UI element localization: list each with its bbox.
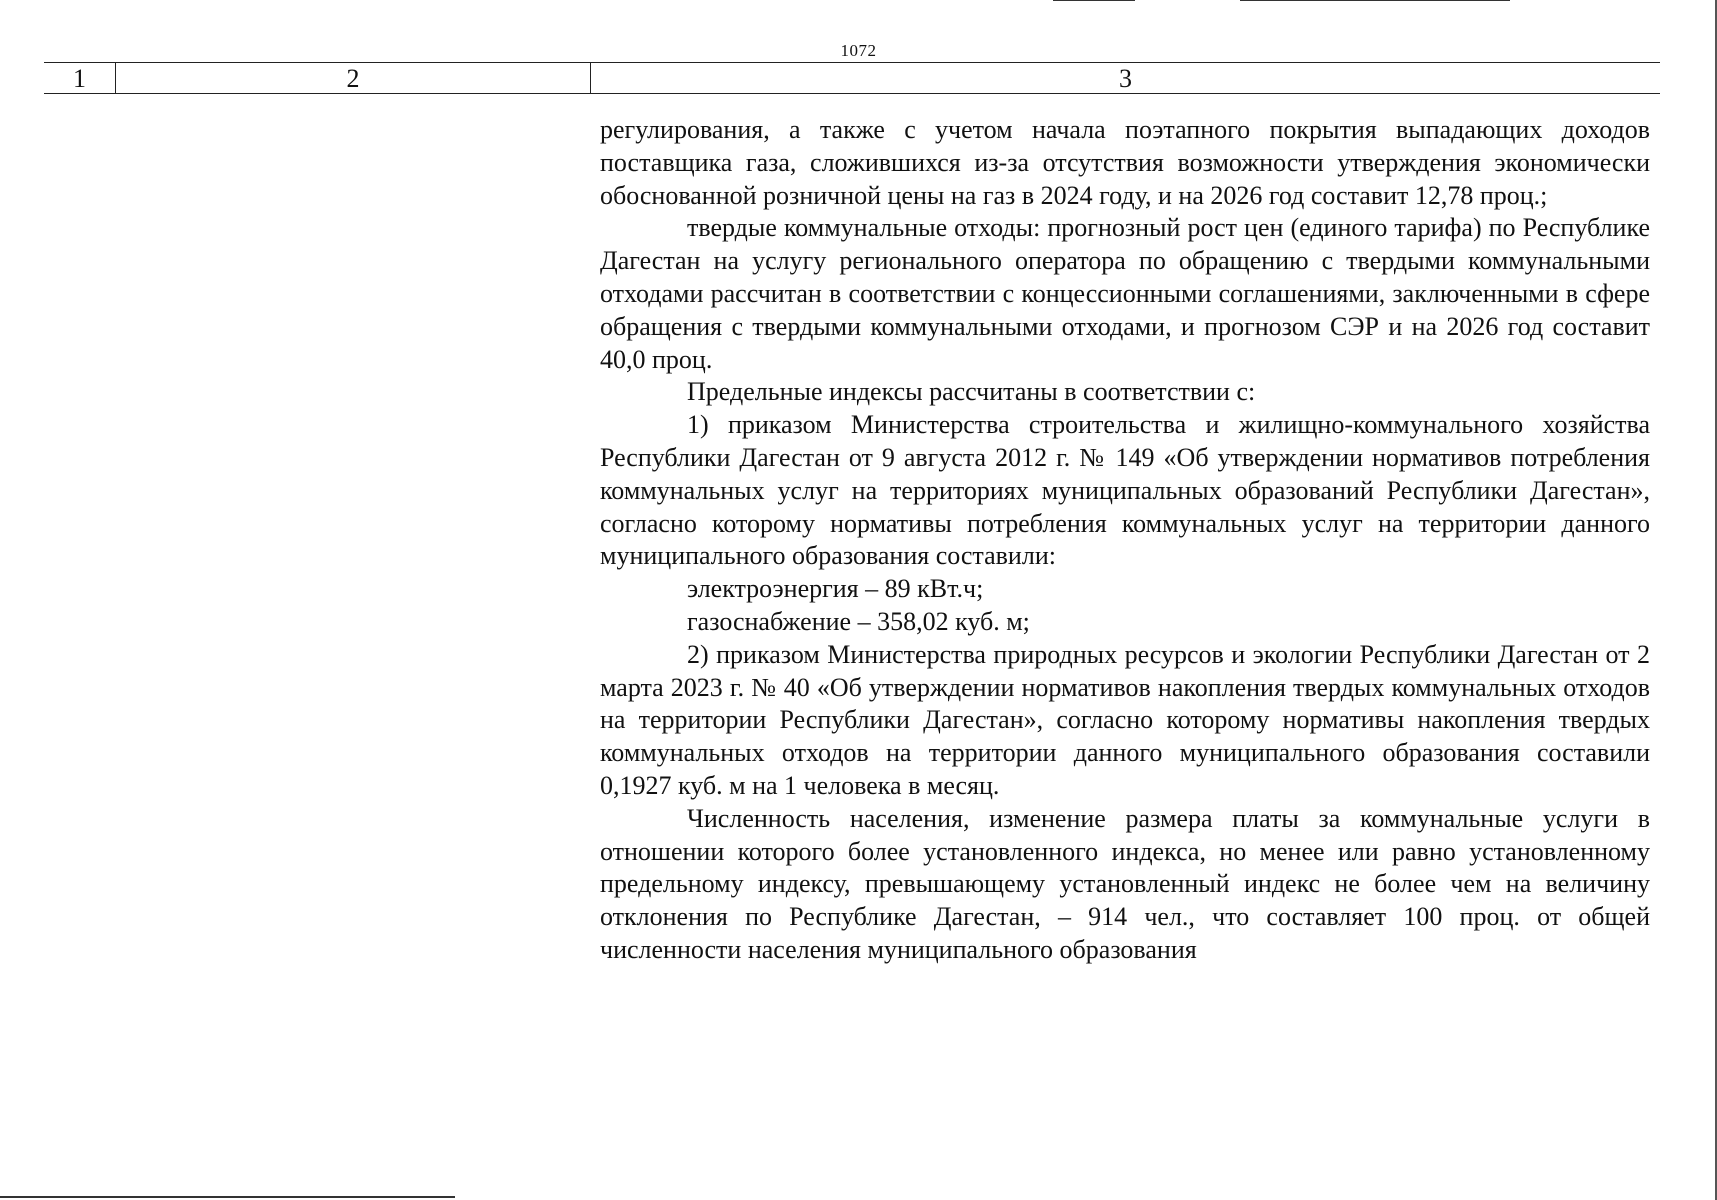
- bottom-scan-rule: [0, 1196, 455, 1198]
- paragraph: Численность населения, изменение размера платы за коммунальные услуги в отношении которого более установленного индекса, но менее или равно установленному предельному индексу, превышающему установленный индекс не более чем на величину отклонения по Республике Дагестан, – 914 чел., что составляет 100 проц. от общей численности населения муниципального образования: [600, 803, 1650, 964]
- paragraph: Предельные индексы рассчитаны в соответствии с:: [687, 377, 1256, 407]
- paragraph: твердые коммунальные отходы: прогнозный рост цен (единого тарифа) по Республике Дагестан на услугу регионального оператора по обращению с твердыми коммунальными отходами рассчитан в соответствии с концессионными соглашениями, заключенными в сфере обращения с твердыми коммунальными отходами, и прогнозом СЭР и на 2026 год составит 40,0 проц.: [600, 213, 1650, 374]
- paragraph: регулирования, а также с учетом начала поэтапного покрытия выпадающих доходов поставщика газа, сложившихся из-за отсутствия возможности утверждения экономически обоснованной розничной цены на газ в 2024 году, и на 2026 год составит 12,78 проц.;: [600, 115, 1650, 210]
- paragraph: электроэнергия – 89 кВт.ч;: [687, 574, 984, 604]
- top-scan-rule: [1053, 0, 1135, 1]
- document-body: [600, 114, 1650, 967]
- paragraph: 1) приказом Министерства строительства и жилищно-коммунального хозяйства Республики Дагестан от 9 августа 2012 г. № 149 «Об утверждении нормативов потребления коммунальных услуг на территориях муниципальных образований Республики Дагестан», согласно которому нормативы потребления коммунальных услуг на территории данного муниципального образования составили:: [600, 410, 1650, 571]
- top-scan-rule: [1240, 0, 1510, 1]
- column-header-2: 2: [116, 63, 591, 93]
- column-header-3: 3: [1119, 64, 1132, 93]
- column-header-1: 1: [44, 63, 116, 93]
- page-number: 1072: [840, 41, 877, 60]
- paragraph: 2) приказом Министерства природных ресурсов и экологии Республики Дагестан от 2 марта 2023 г. № 40 «Об утверждении нормативов накопления твердых коммунальных отходов на территории Республики Дагестан», согласно которому нормативы накопления твердых коммунальных отходов на территории данного муниципального образования составили 0,1927 куб. м на 1 человека в месяц.: [600, 639, 1650, 800]
- paragraph: газоснабжение – 358,02 куб. м;: [687, 606, 1030, 636]
- column-header-table: [44, 62, 1660, 94]
